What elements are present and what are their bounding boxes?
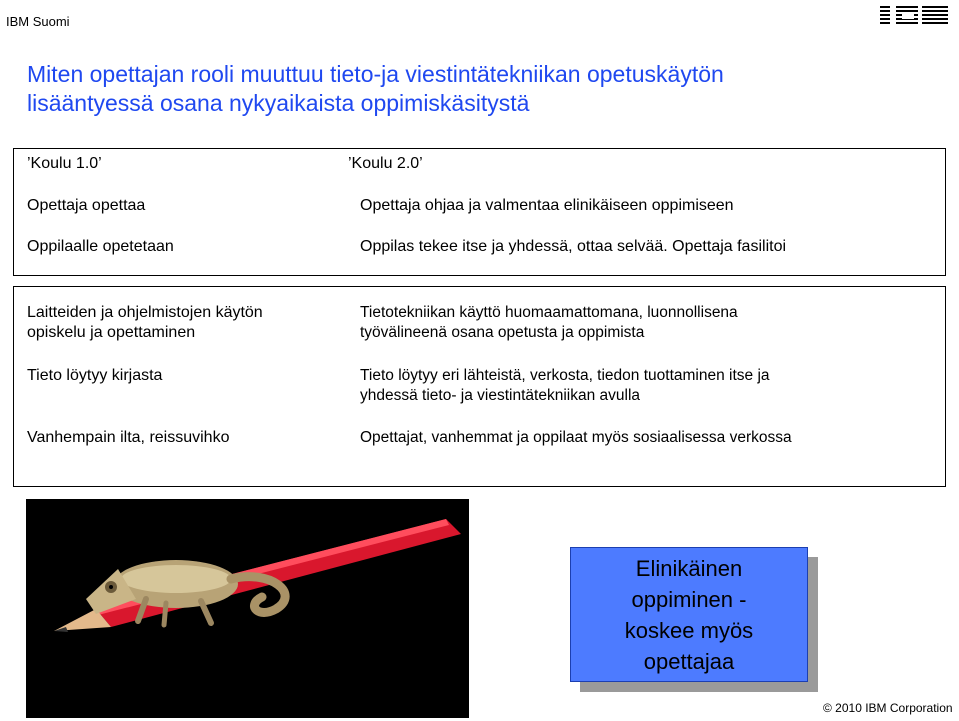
old-row-1-line-2: opiskelu ja opettaminen	[27, 324, 196, 341]
copyright-notice: © 2010 IBM Corporation	[823, 701, 953, 715]
new-row-3: Opettajat, vanhemmat ja oppilaat myös sosiaalisessa verkossa	[360, 429, 792, 446]
koulu1-row-2: Oppilaalle opetetaan	[27, 238, 174, 255]
old-row-1-line-1: Laitteiden ja ohjelmistojen käytön	[27, 304, 263, 321]
callout-line-2: oppiminen -	[631, 587, 747, 612]
lifelong-learning-callout	[570, 547, 818, 692]
slide-title-line-2: lisääntyessä osana nykyaikaista oppimiskäsitystä	[27, 90, 530, 116]
koulu2-row-1: Opettaja ohjaa ja valmentaa elinikäiseen oppimiseen	[360, 197, 734, 214]
slide-title	[27, 60, 927, 118]
new-row-2-line-1: Tieto löytyy eri lähteistä, verkosta, tiedon tuottaminen itse ja	[360, 367, 770, 384]
new-row-2	[360, 366, 770, 406]
koulu1-row-1: Opettaja opettaa	[27, 197, 146, 214]
koulu2-row-2: Oppilas tekee itse ja yhdessä, ottaa selvää. Opettaja fasilitoi	[360, 238, 787, 255]
koulu2-label: ’Koulu 2.0’	[348, 155, 423, 172]
new-row-2-line-2: yhdessä tieto- ja viestintätekniikan avulla	[360, 387, 641, 404]
callout-line-3: koskee myös	[624, 618, 754, 643]
koulu1-label: ’Koulu 1.0’	[27, 155, 102, 172]
new-row-1-line-1: Tietotekniikan käyttö huomaamattomana, luonnollisena	[360, 304, 738, 321]
chameleon-illustration	[26, 499, 469, 718]
old-row-2: Tieto löytyy kirjasta	[27, 367, 163, 384]
callout-line-4: opettajaa	[643, 649, 735, 674]
new-row-1-line-2: työvälineenä osana opetusta ja oppimista	[360, 324, 645, 341]
brand-label: IBM Suomi	[6, 14, 70, 29]
old-row-3: Vanhempain ilta, reissuvihko	[27, 429, 230, 446]
callout-text	[570, 553, 808, 677]
old-row-1	[27, 303, 263, 343]
callout-line-1: Elinikäinen	[635, 556, 743, 581]
slide-title-line-1: Miten opettajan rooli muuttuu tieto-ja viestintätekniikan opetuskäytön	[27, 61, 724, 87]
new-row-1	[360, 303, 738, 343]
ibm-logo-icon	[880, 4, 948, 28]
chameleon-on-pencil-image	[26, 499, 469, 718]
